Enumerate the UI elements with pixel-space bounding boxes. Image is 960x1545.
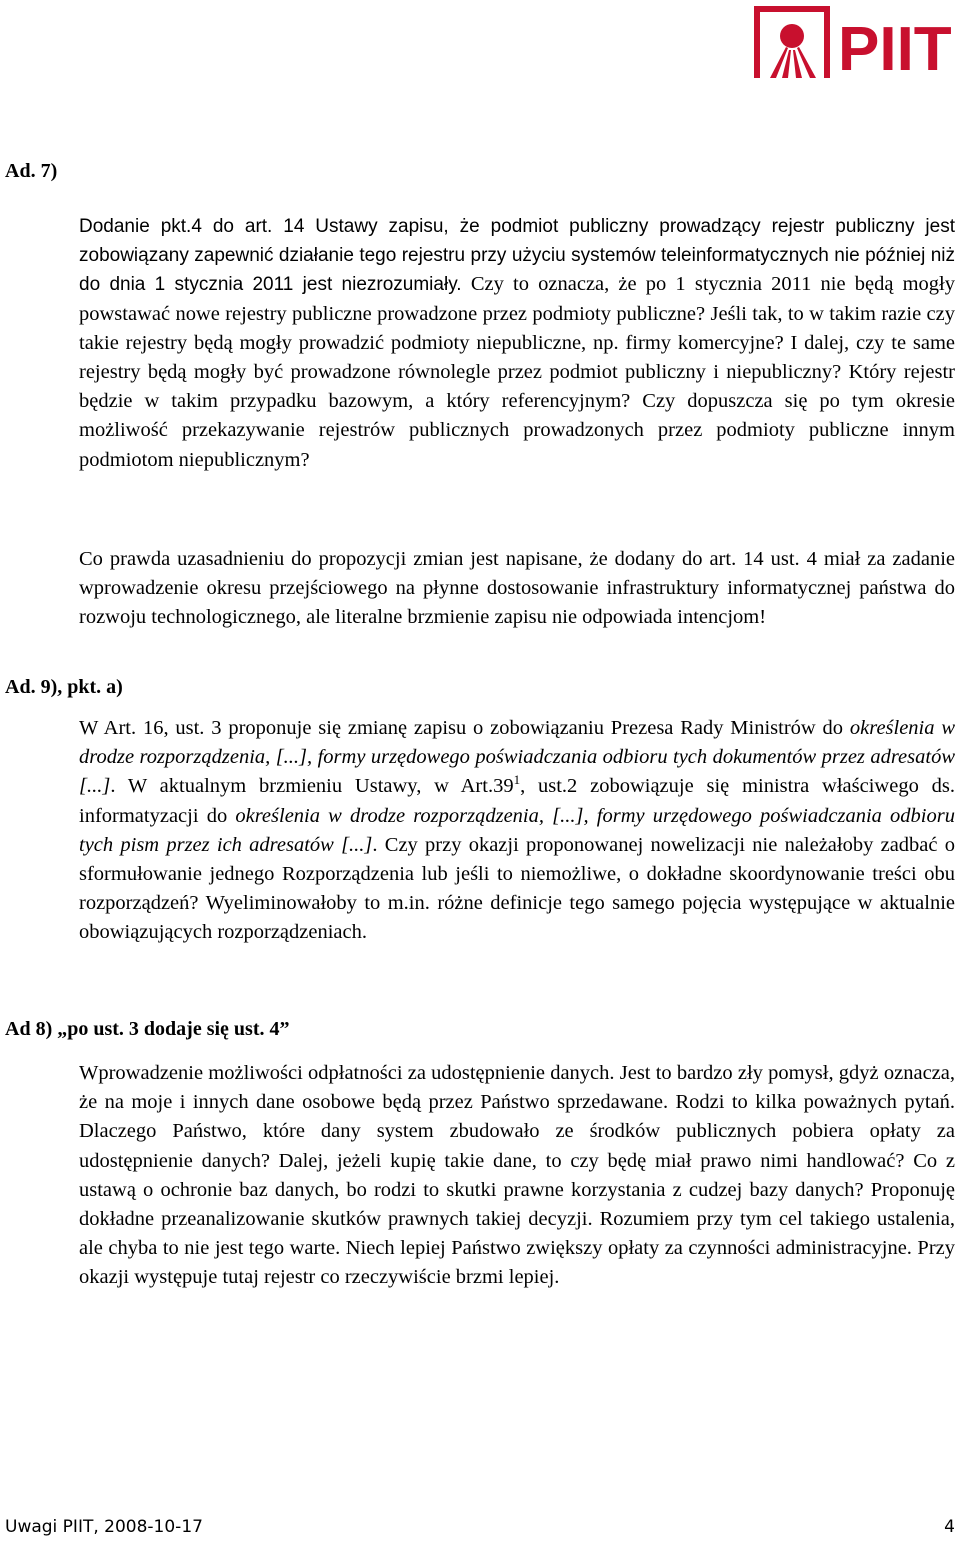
ad9-quote-1: określenia w drodze rozporządzenia, [...], formy urzędowego poświadczania odbioru tych dokumentów przez adresatów [...] [79,717,956,798]
piit-logo [752,4,958,80]
footer-label: Uwagi PIIT, 2008-10-17 [5,1517,203,1537]
ad9-text-2: . W aktualnym brzmieniu Ustawy, w Art.39 [110,775,514,798]
page-number: 4 [944,1517,955,1537]
ad9-superscript: 1 [513,772,521,788]
ad9-paragraph [79,714,955,948]
ad7-p1-sans: Dodanie pkt.4 do art. 14 Ustawy zapisu, że podmiot publiczny prowadzący rejestr publiczny jest zobowiązany zapewnić działanie tego rejestru przy użyciu systemów teleinformatycznych nie później niż do dnia 1 stycznia 2011 jest niezrozumiały. [79,216,955,296]
logo-text: PIIT [838,15,952,80]
section-heading-ad7: Ad. 7) [5,160,58,182]
ad9-quote-2: określenia w drodze rozporządzenia, [...], formy urzędowego poświadczania odbioru tych pism przez ich adresatów [...] [79,804,955,856]
ad9-text-1: W Art. 16, ust. 3 proponuje się zmianę zapisu o zobowiązaniu Prezesa Rady Ministrów do [79,717,850,739]
ad7-paragraph-2: Co prawda uzasadnieniu do propozycji zmian jest napisane, że dodany do art. 14 ust. 4 miał za zadanie wprowadzenie okresu przejściowego na płynne dostosowanie infrastruktury informatycznej państwa do rozwoju technologicznego, ale literalne brzmienie zapisu nie odpowiada intencjom! [79,548,955,629]
ad8-paragraph: Wprowadzenie możliwości odpłatności za udostępnienie danych. Jest to bardzo zły pomysł, gdyż oznacza, że na moje i innych dane osobowe będą przez Państwo sprzedawane. Rodzi to kilka poważnych pytań. Dlaczego Państwo, które dany system zbudowało ze środków publicznych pobiera opłaty za udostępnienie danych? Dalej, jeżeli kupię takie dane, to czy będę miał prawo nimi handlować? Co z ustawą o ochronie baz danych, bo rodzi to skutki prawne korzystania z cudzej bazy danych? Proponuję dokładne przeanalizowanie skutków prawnych takiej decyzji. Rozumiem przy tym cel takiego ustalenia, ale chyba to nie jest tego warte. Niech lepiej Państwo zwiększy opłaty za czynności administracyjne. Przy okazji występuje tutaj rejestr co rzeczywiście brzmi lepiej. [79,1062,955,1289]
section-heading-ad9: Ad. 9), pkt. a) [5,676,123,698]
ad7-p1-serif: Czy to oznacza, że po 1 stycznia 2011 nie będą mogły powstawać nowe rejestry publiczne prowadzone przez podmioty publiczne? Jeśli tak, to w takim razie czy takie rejestry będą mogły prowadzić podmioty niepubliczne, np. firmy komercyjne? I dalej, czy te same rejestry będą mogły być prowadzone równolegle przez podmiot publiczny i niepubliczny? Który rejestr będzie w takim przypadku bazowym, a który referencyjnym? Czy dopuszcza się po tym okresie możliwość przekazywanie rejestrów publicznych prowadzonych przez podmioty publiczne innym podmiotom niepublicznym? [79,273,956,471]
ad9-text-4: . Czy przy okazji proponowanej nowelizacji nie należałoby zadbać o sformułowanie jednego Rozporządzenia lub jeśli to niemożliwe, o dokładne skoordynowanie treści obu rozporządzeń? Wyeliminowałoby to m.in. różne definicje tego samego pojęcia występujące w aktualnie obowiązujących rozporządzeniach. [79,833,955,944]
ad9-text-3: , ust.2 zobowiązuje się ministra właściwego ds. informatyzacji do [79,775,955,827]
page-footer [5,1517,955,1537]
section-heading-ad8: Ad 8) „po ust. 3 dodaje się ust. 4” [5,1018,290,1040]
ad7-paragraph-1 [79,212,955,475]
